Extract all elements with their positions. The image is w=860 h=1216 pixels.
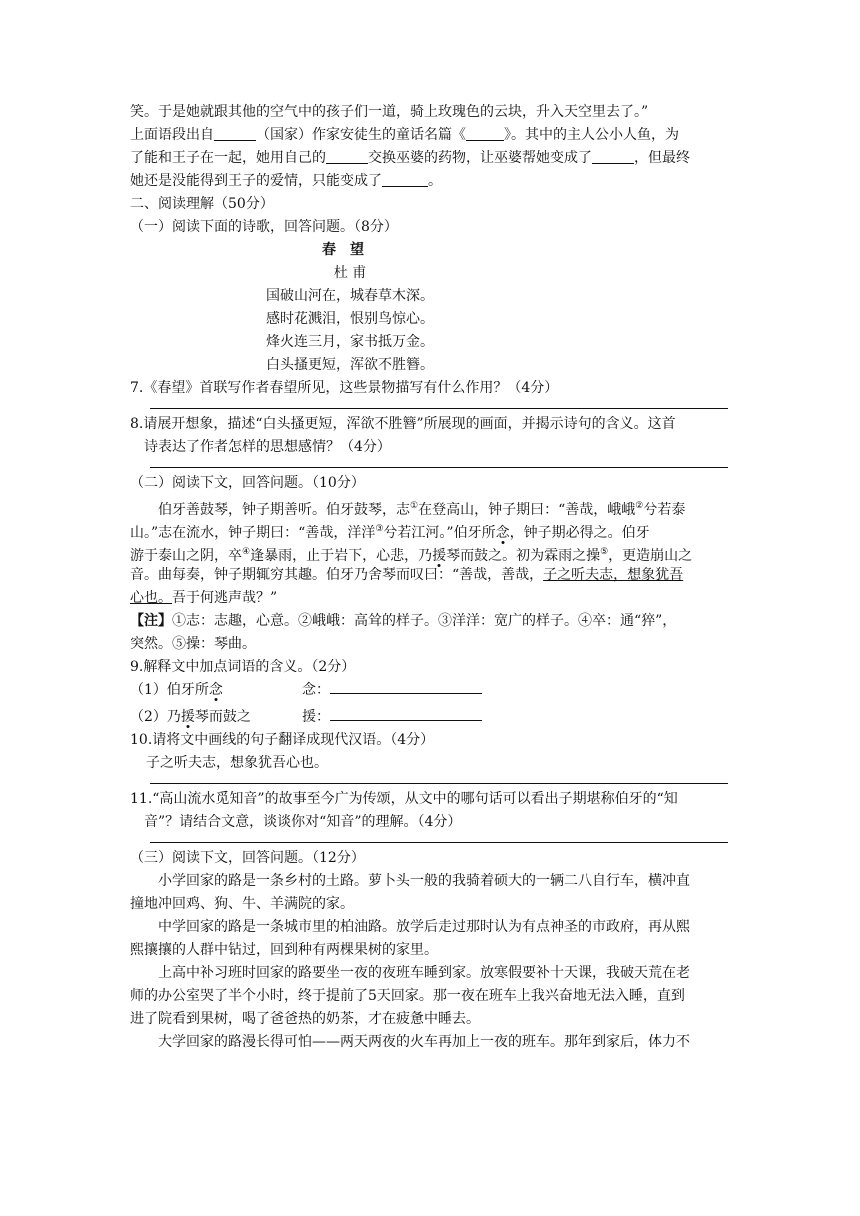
part1-poem bbox=[130, 216, 730, 468]
passage-line: 熙攘攘的人群中钻过，回到种有两棵果树的家里。 bbox=[130, 942, 438, 958]
answer-blank[interactable] bbox=[592, 149, 634, 164]
question-9-item-2: （2）乃援琴而鼓之 援： bbox=[130, 706, 730, 729]
answer-line[interactable] bbox=[150, 834, 728, 843]
passage-line: 大学回家的路漫长得可怕——两天两夜的火车再加上一夜的班车。那年到家后，体力不 bbox=[158, 1034, 690, 1050]
question-10: 10.请将文中画线的句子翻译成现代汉语。（4分） bbox=[130, 732, 435, 748]
answer-blank[interactable] bbox=[330, 679, 482, 694]
passage-line: 撞地冲回鸡、狗、牛、羊满院的家。 bbox=[130, 896, 354, 912]
answer-line[interactable] bbox=[150, 775, 728, 784]
annotation-cont: 突然。⑤操：琴曲。 bbox=[130, 636, 256, 652]
poem-title: 春望 bbox=[322, 242, 378, 258]
annotation: 【注】①志：志趣，心意。②峨峨：高耸的样子。③洋洋：宽广的样子。④卒：通“猝”， bbox=[130, 613, 677, 629]
intro-line: 了能和王子在一起，她用自己的 交换巫婆的药物，让巫婆帮她变成了 ，但最终 bbox=[130, 150, 690, 166]
section-heading: 二、阅读理解（50分） bbox=[130, 196, 274, 212]
question-8-cont: 诗表达了作者怎样的思想感情？（4分） bbox=[144, 439, 391, 455]
passage-line: 中学回家的路是一条城市里的柏油路。放学后走过那时认为有点神圣的市政府，再从熙 bbox=[158, 919, 690, 935]
poem-author: 杜 甫 bbox=[333, 265, 367, 281]
passage-line: 小学回家的路是一条乡村的土路。萝卜头一般的我骑着硕大的一辆二八自行车，横冲直 bbox=[158, 873, 690, 889]
exam-page bbox=[130, 101, 730, 1054]
question-7: 7.《春望》首联写作者春望所见，这些景物描写有什么作用？（4分） bbox=[130, 380, 559, 396]
question-11-cont: 音”？请结合文意，谈谈你对“知音”的理解。（4分） bbox=[144, 814, 462, 830]
answer-line[interactable] bbox=[150, 400, 728, 409]
intro-line: 上面语段出自 （国家）作家安徒生的童话名篇《 》。其中的主人公小人鱼，为 bbox=[130, 127, 679, 143]
passage-line: 进了院看到果树，喝了爸爸热的奶茶，才在疲惫中睡去。 bbox=[130, 1011, 480, 1027]
part-heading: （二）阅读下文，回答问题。（10分） bbox=[130, 475, 365, 491]
answer-blank[interactable] bbox=[466, 126, 504, 141]
poem-line: 感时花溅泪，恨别鸟惊心。 bbox=[266, 311, 434, 327]
answer-blank[interactable] bbox=[382, 172, 428, 187]
intro-line: 她还是没能得到王子的爱情，只能变成了 。 bbox=[130, 173, 442, 189]
answer-line[interactable] bbox=[150, 459, 728, 468]
passage-line: 山。”志在流水，钟子期曰：“善哉，洋洋③兮若江河。”伯牙所念，钟子期必得之。伯牙 bbox=[130, 524, 650, 541]
question-9-item-1: （1）伯牙所念 念： bbox=[130, 679, 730, 702]
passage-line: 上高中补习班时回家的路要坐一夜的夜班车睡到家。放寒假要补十天课，我破天荒在老 bbox=[158, 965, 690, 981]
passage-line: 师的办公室哭了半个小时，终于提前了5天回家。那一夜在班车上我兴奋地无法入睡，直到 bbox=[130, 988, 685, 1004]
passage-line: 音。曲每奏，钟子期辄穷其趣。伯牙乃舍琴而叹曰：“善哉，善哉，子之听夫志，想象犹吾 bbox=[130, 567, 684, 583]
question-8: 8.请展开想象，描述“白头搔更短，浑欲不胜簪”所展现的画面，并揭示诗句的含义。这首 bbox=[130, 416, 676, 432]
answer-blank[interactable] bbox=[326, 149, 368, 164]
passage-line: 伯牙善鼓琴，钟子期善听。伯牙鼓琴，志①在登高山，钟子期曰：“善哉，峨峨②兮若泰 bbox=[158, 501, 686, 518]
intro-line: 笑。于是她就跟其他的空气中的孩子们一道，骑上玫瑰色的云块，升入天空里去了。” bbox=[130, 104, 649, 120]
answer-blank[interactable] bbox=[214, 126, 256, 141]
part2-classical bbox=[130, 472, 730, 843]
passage-line: 心也。吾于何逃声哉？” bbox=[130, 590, 278, 606]
poem-line: 白头搔更短，浑欲不胜簪。 bbox=[266, 357, 434, 373]
passage-line: 游于泰山之阴，卒④逢暴雨，止于岩下，心悲，乃援琴而鼓之。初为霖雨之操⑤，更造崩山之 bbox=[130, 547, 693, 564]
question-11: 11.“高山流水觅知音”的故事至今广为传颂，从文中的哪句话可以看出子期堪称伯牙的“知 bbox=[130, 791, 678, 807]
question-9: 9.解释文中加点词语的含义。（2分） bbox=[130, 659, 356, 675]
poem-line: 国破山河在，城春草木深。 bbox=[266, 288, 434, 304]
poem-line: 烽火连三月，家书抵万金。 bbox=[266, 334, 434, 350]
intro-passage bbox=[130, 101, 730, 193]
part-heading: （三）阅读下文，回答问题。（12分） bbox=[130, 850, 365, 866]
answer-blank[interactable] bbox=[330, 706, 482, 721]
question-10-sentence: 子之听夫志，想象犹吾心也。 bbox=[146, 755, 328, 771]
part-heading: （一）阅读下面的诗歌，回答问题。（8分） bbox=[130, 219, 398, 235]
part3-modern bbox=[130, 847, 730, 1054]
